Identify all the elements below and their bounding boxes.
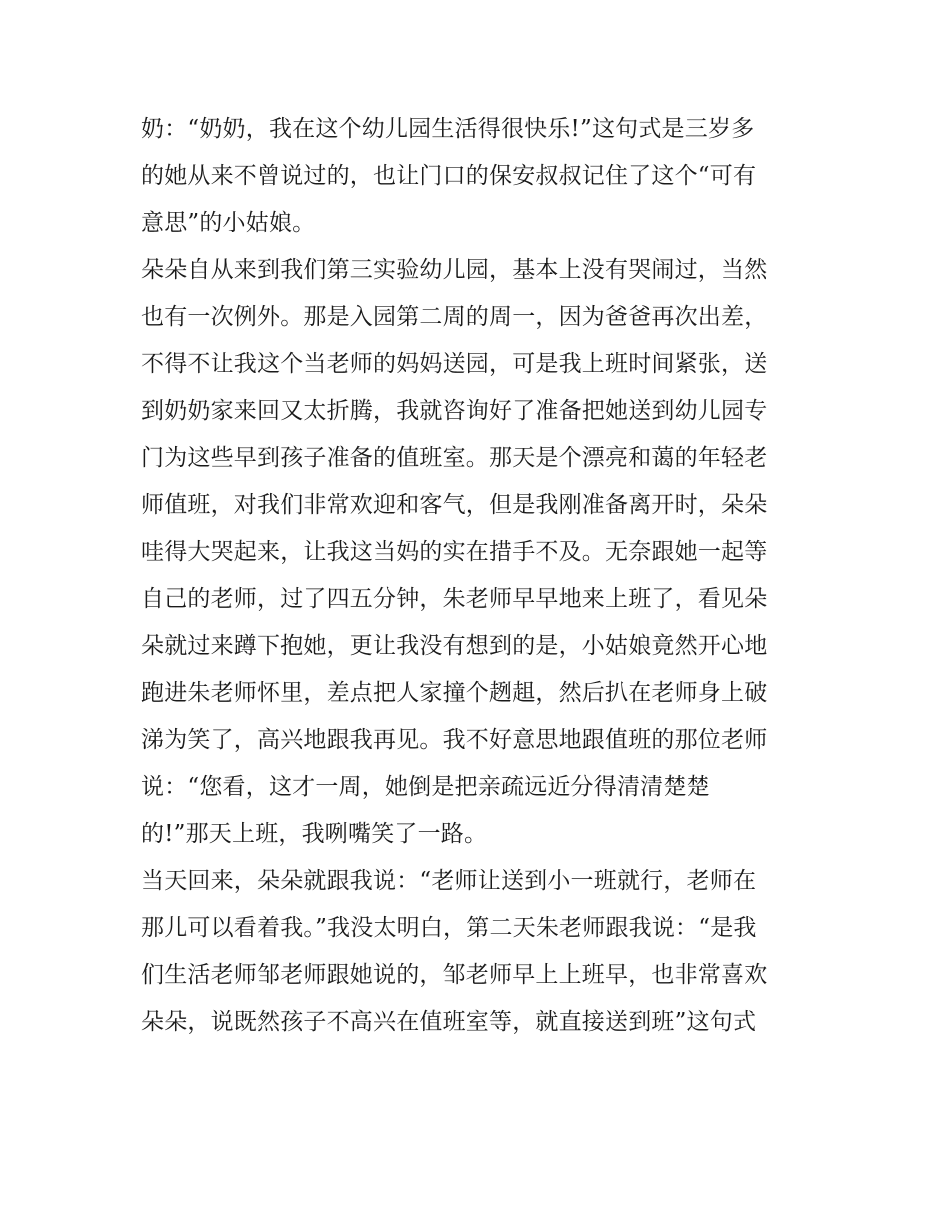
- text-line: 哇得大哭起来，让我这当妈的实在措手不及。无奈跟她一起等: [141, 539, 768, 565]
- text-line: 也有一次例外。那是入园第二周的周一，因为爸爸再次出差，: [141, 304, 768, 330]
- text-line: 师值班，对我们非常欢迎和客气，但是我刚准备离开时，朵朵: [141, 492, 768, 518]
- text-line: 到奶奶家来回又太折腾，我就咨询好了准备把她送到幼儿园专: [141, 398, 768, 424]
- text-line: 不得不让我这个当老师的妈妈送园，可是我上班时间紧张，送: [141, 351, 768, 377]
- text-line: 涕为笑了，高兴地跟我再见。我不好意思地跟值班的那位老师: [141, 727, 768, 753]
- text-line: 奶：“奶奶，我在这个幼儿园生活得很快乐!”这句式是三岁多: [141, 116, 755, 142]
- text-line: 门为这些早到孩子准备的值班室。那天是个漂亮和蔼的年轻老: [141, 445, 768, 471]
- text-line: 们生活老师邹老师跟她说的，邹老师早上上班早，也非常喜欢: [141, 962, 768, 988]
- text-line: 跑进朱老师怀里，差点把人家撞个趔趄，然后扒在老师身上破: [141, 680, 768, 706]
- text-line: 意思”的小姑娘。: [141, 210, 316, 236]
- text-line: 的!”那天上班，我咧嘴笑了一路。: [141, 821, 488, 847]
- text-line: 自己的老师，过了四五分钟，朱老师早早地来上班了，看见朵: [141, 586, 768, 612]
- text-line: 那儿可以看着我。”我没太明白，第二天朱老师跟我说：“是我: [141, 915, 757, 941]
- text-line: 朵朵，说既然孩子不高兴在值班室等，就直接送到班”这句式: [141, 1009, 757, 1035]
- text-line: 的她从来不曾说过的，也让门口的保安叔叔记住了这个“可有: [141, 163, 757, 189]
- text-line: 朵朵自从来到我们第三实验幼儿园，基本上没有哭闹过，当然: [141, 257, 768, 283]
- body-text: [141, 106, 821, 1046]
- text-line: 朵就过来蹲下抱她，更让我没有想到的是，小姑娘竟然开心地: [141, 633, 768, 659]
- text-line: 说：“您看，这才一周，她倒是把亲疏远近分得清清楚楚: [141, 774, 710, 800]
- text-line: 当天回来，朵朵就跟我说：“老师让送到小一班就行，老师在: [141, 868, 757, 894]
